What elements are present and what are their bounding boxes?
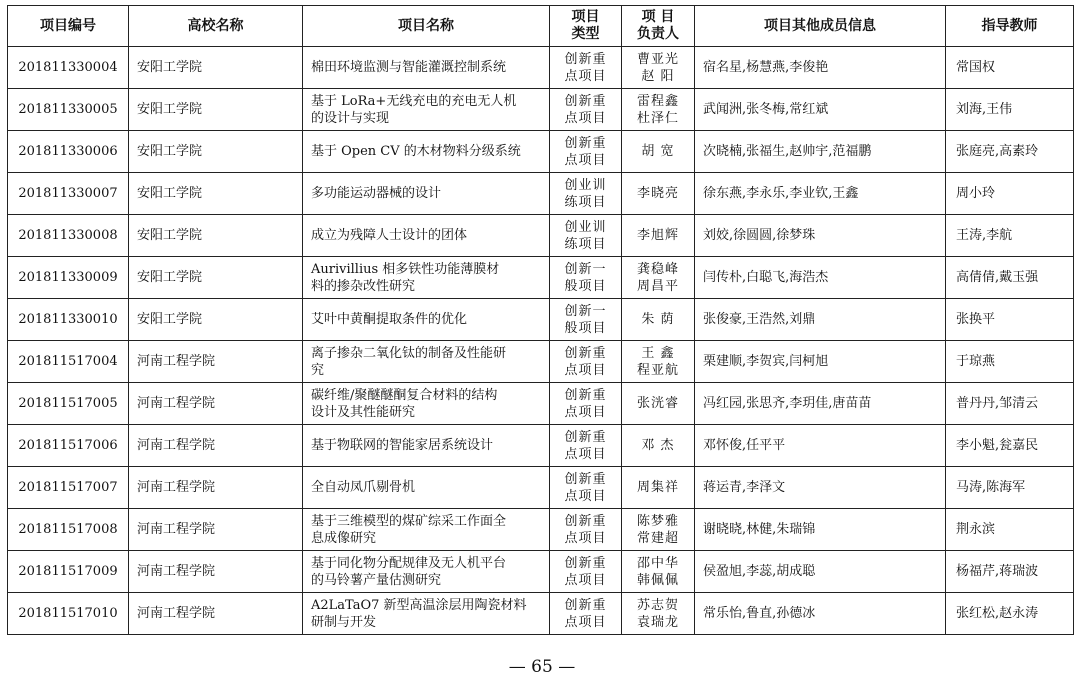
cell-project-leader: 李旭辉 xyxy=(622,215,695,257)
cell-school-name: 安阳工学院 xyxy=(129,131,303,173)
page-number: — 65 — xyxy=(508,657,576,677)
cell-project-leader: 张洸睿 xyxy=(622,383,695,425)
table-row xyxy=(8,551,1074,593)
cell-advisor: 李小魁,瓮嘉民 xyxy=(946,425,1074,467)
header-advisor: 指导教师 xyxy=(946,6,1074,47)
cell-project-type: 创新重 点项目 xyxy=(550,341,622,383)
cell-other-members: 次晓楠,张福生,赵帅宇,范福鹏 xyxy=(695,131,946,173)
cell-advisor: 张庭亮,高素玲 xyxy=(946,131,1074,173)
cell-school-name: 安阳工学院 xyxy=(129,89,303,131)
cell-project-id: 201811330004 xyxy=(8,47,129,89)
cell-project-name: 基于 Open CV 的木材物料分级系统 xyxy=(303,131,550,173)
cell-advisor: 常国权 xyxy=(946,47,1074,89)
table-row xyxy=(8,383,1074,425)
cell-advisor: 马涛,陈海军 xyxy=(946,467,1074,509)
header-school-name: 高校名称 xyxy=(129,6,303,47)
table-header-row xyxy=(8,6,1074,47)
cell-project-leader: 陈梦雅 常建超 xyxy=(622,509,695,551)
cell-project-name: 多功能运动器械的设计 xyxy=(303,173,550,215)
cell-project-type: 创新重 点项目 xyxy=(550,425,622,467)
cell-project-id: 201811330009 xyxy=(8,257,129,299)
cell-project-type: 创新重 点项目 xyxy=(550,383,622,425)
cell-project-name: 基于 LoRa+无线充电的充电无人机 的设计与实现 xyxy=(303,89,550,131)
cell-advisor: 荆永滨 xyxy=(946,509,1074,551)
cell-advisor: 刘海,王伟 xyxy=(946,89,1074,131)
table-row xyxy=(8,509,1074,551)
cell-project-id: 201811517004 xyxy=(8,341,129,383)
table-body xyxy=(8,47,1074,635)
cell-school-name: 河南工程学院 xyxy=(129,383,303,425)
cell-project-name: Aurivillius 相多铁性功能薄膜材 料的掺杂改性研究 xyxy=(303,257,550,299)
cell-project-name: 基于同化物分配规律及无人机平台 的马铃薯产量估测研究 xyxy=(303,551,550,593)
cell-other-members: 刘姣,徐圆圆,徐梦珠 xyxy=(695,215,946,257)
cell-project-name: 基于三维模型的煤矿综采工作面全 息成像研究 xyxy=(303,509,550,551)
table-row xyxy=(8,47,1074,89)
cell-project-name: 艾叶中黄酮提取条件的优化 xyxy=(303,299,550,341)
cell-advisor: 普丹丹,邹清云 xyxy=(946,383,1074,425)
table-row xyxy=(8,215,1074,257)
cell-project-id: 201811330006 xyxy=(8,131,129,173)
table-row xyxy=(8,257,1074,299)
cell-project-type: 创业训 练项目 xyxy=(550,173,622,215)
cell-project-name: 棉田环境监测与智能灌溉控制系统 xyxy=(303,47,550,89)
cell-other-members: 冯红园,张思齐,李玥佳,唐苗苗 xyxy=(695,383,946,425)
table-row xyxy=(8,89,1074,131)
cell-project-leader: 胡 宽 xyxy=(622,131,695,173)
cell-project-name: A2LaTaO7 新型高温涂层用陶瓷材料 研制与开发 xyxy=(303,593,550,635)
cell-advisor: 于琼燕 xyxy=(946,341,1074,383)
cell-project-leader: 李晓亮 xyxy=(622,173,695,215)
header-project-id: 项目编号 xyxy=(8,6,129,47)
cell-other-members: 侯盈旭,李蕊,胡成聪 xyxy=(695,551,946,593)
cell-project-leader: 王 鑫 程亚航 xyxy=(622,341,695,383)
header-project-leader: 项 目 负责人 xyxy=(622,6,695,47)
header-project-name: 项目名称 xyxy=(303,6,550,47)
cell-project-type: 创业训 练项目 xyxy=(550,215,622,257)
cell-advisor: 张红松,赵永涛 xyxy=(946,593,1074,635)
table-row xyxy=(8,467,1074,509)
cell-project-leader: 雷程鑫 杜泽仁 xyxy=(622,89,695,131)
cell-project-leader: 邓 杰 xyxy=(622,425,695,467)
cell-project-id: 201811517007 xyxy=(8,467,129,509)
project-table xyxy=(7,5,1074,635)
cell-school-name: 安阳工学院 xyxy=(129,173,303,215)
cell-other-members: 栗建顺,李贺宾,闫柯旭 xyxy=(695,341,946,383)
cell-project-leader: 朱 荫 xyxy=(622,299,695,341)
header-project-type: 项目 类型 xyxy=(550,6,622,47)
cell-advisor: 杨福芹,蒋瑞波 xyxy=(946,551,1074,593)
cell-project-type: 创新一 般项目 xyxy=(550,257,622,299)
cell-other-members: 宿名星,杨慧燕,李俊艳 xyxy=(695,47,946,89)
cell-project-type: 创新重 点项目 xyxy=(550,509,622,551)
cell-other-members: 徐东燕,李永乐,李业钦,王鑫 xyxy=(695,173,946,215)
cell-advisor: 高倩倩,戴玉强 xyxy=(946,257,1074,299)
cell-project-type: 创新重 点项目 xyxy=(550,551,622,593)
table-row xyxy=(8,299,1074,341)
cell-other-members: 武闻洲,张冬梅,常红斌 xyxy=(695,89,946,131)
cell-school-name: 安阳工学院 xyxy=(129,299,303,341)
table-row xyxy=(8,425,1074,467)
cell-other-members: 张俊豪,王浩然,刘鼎 xyxy=(695,299,946,341)
cell-project-name: 全自动凤爪剔骨机 xyxy=(303,467,550,509)
header-other-members: 项目其他成员信息 xyxy=(695,6,946,47)
cell-project-id: 201811517005 xyxy=(8,383,129,425)
cell-project-type: 创新重 点项目 xyxy=(550,593,622,635)
cell-other-members: 闫传朴,白聪飞,海浩杰 xyxy=(695,257,946,299)
cell-project-id: 201811330010 xyxy=(8,299,129,341)
cell-school-name: 河南工程学院 xyxy=(129,467,303,509)
cell-advisor: 王涛,李航 xyxy=(946,215,1074,257)
cell-project-type: 创新重 点项目 xyxy=(550,467,622,509)
cell-advisor: 张换平 xyxy=(946,299,1074,341)
cell-project-type: 创新一 般项目 xyxy=(550,299,622,341)
cell-project-id: 201811517009 xyxy=(8,551,129,593)
cell-advisor: 周小玲 xyxy=(946,173,1074,215)
cell-project-id: 201811517006 xyxy=(8,425,129,467)
cell-project-name: 成立为残障人士设计的团体 xyxy=(303,215,550,257)
cell-project-id: 201811517008 xyxy=(8,509,129,551)
cell-school-name: 河南工程学院 xyxy=(129,509,303,551)
cell-project-leader: 周集祥 xyxy=(622,467,695,509)
cell-project-type: 创新重 点项目 xyxy=(550,89,622,131)
table-row xyxy=(8,341,1074,383)
cell-project-leader: 曹亚光 赵 阳 xyxy=(622,47,695,89)
cell-project-type: 创新重 点项目 xyxy=(550,47,622,89)
cell-project-id: 201811330007 xyxy=(8,173,129,215)
cell-school-name: 河南工程学院 xyxy=(129,425,303,467)
cell-school-name: 安阳工学院 xyxy=(129,257,303,299)
table-row xyxy=(8,593,1074,635)
cell-other-members: 蒋运青,李泽文 xyxy=(695,467,946,509)
cell-school-name: 安阳工学院 xyxy=(129,215,303,257)
cell-other-members: 邓怀俊,任平平 xyxy=(695,425,946,467)
cell-other-members: 常乐怡,鲁直,孙德冰 xyxy=(695,593,946,635)
cell-project-id: 201811517010 xyxy=(8,593,129,635)
cell-other-members: 谢晓晓,林健,朱瑞锦 xyxy=(695,509,946,551)
table-row xyxy=(8,173,1074,215)
cell-school-name: 安阳工学院 xyxy=(129,47,303,89)
cell-project-leader: 苏志贺 袁瑞龙 xyxy=(622,593,695,635)
cell-project-name: 碳纤维/聚醚醚酮复合材料的结构 设计及其性能研究 xyxy=(303,383,550,425)
cell-project-id: 201811330008 xyxy=(8,215,129,257)
cell-project-name: 基于物联网的智能家居系统设计 xyxy=(303,425,550,467)
cell-project-leader: 邵中华 韩佩佩 xyxy=(622,551,695,593)
cell-school-name: 河南工程学院 xyxy=(129,341,303,383)
table-row xyxy=(8,131,1074,173)
cell-project-name: 离子掺杂二氧化钛的制备及性能研 究 xyxy=(303,341,550,383)
cell-school-name: 河南工程学院 xyxy=(129,593,303,635)
cell-school-name: 河南工程学院 xyxy=(129,551,303,593)
cell-project-id: 201811330005 xyxy=(8,89,129,131)
cell-project-leader: 龚稳峰 周昌平 xyxy=(622,257,695,299)
cell-project-type: 创新重 点项目 xyxy=(550,131,622,173)
